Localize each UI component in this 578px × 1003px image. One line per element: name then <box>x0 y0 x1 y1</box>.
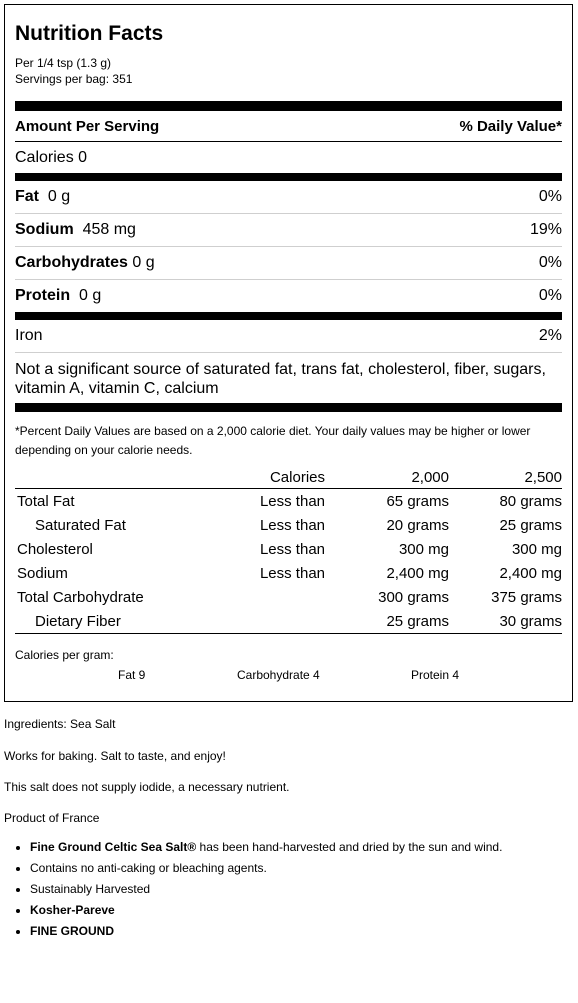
amount-per-serving: Amount Per Serving <box>15 117 160 135</box>
nutrient-dv: 0% <box>538 188 562 205</box>
daily-value-header: % Daily Value* <box>459 117 562 135</box>
product-name: Fine Ground Celtic Sea Salt® <box>30 840 197 854</box>
nutrient-dv: 0% <box>538 287 562 304</box>
iron-row <box>15 320 562 353</box>
nutrient-amount: 0 g <box>47 188 71 205</box>
thick-divider <box>15 312 562 320</box>
cpg-carbohydrate: Carbohydrate 4 <box>237 668 320 682</box>
cpg-fat: Fat 9 <box>118 668 146 682</box>
table-bottom-rule <box>15 633 562 634</box>
calories-per-gram-values <box>15 668 562 688</box>
table-row: Total Carbohydrate 300 grams 375 grams <box>17 588 562 606</box>
iron-dv: 2% <box>538 327 562 344</box>
iodide-text: This salt does not supply iodide, a necessary nutrient. <box>4 780 290 794</box>
iron-name: Iron <box>15 327 43 344</box>
not-significant-note: Not a significant source of saturated fat, trans fat, cholesterol, fiber, sugars, vitamin A, vitamin C, calcium <box>15 361 546 397</box>
baking-text: Works for baking. Salt to taste, and enjoy! <box>4 749 226 763</box>
table-row: Cholesterol Less than 300 mg 300 mg <box>17 540 562 558</box>
list-item: • FINE GROUND <box>30 924 502 945</box>
nutrient-dv: 0% <box>538 254 562 271</box>
label-title: Nutrition Facts <box>15 22 164 45</box>
list-item: • Fine Ground Celtic Sea Salt® has been hand-harvested and dried by the sun and wind. <box>30 840 502 861</box>
dv-head-blank <box>15 466 240 489</box>
servings-per-bag: Servings per bag: 351 <box>15 72 133 86</box>
table-row: Sodium Less than 2,400 mg 2,400 mg <box>17 564 562 582</box>
nutrient-row-protein <box>15 280 562 312</box>
origin-text: Product of France <box>4 811 100 825</box>
ingredients-text: Ingredients: Sea Salt <box>4 717 116 731</box>
nutrient-amount: 0 g <box>132 254 155 271</box>
list-item: • Sustainably Harvested <box>30 882 502 903</box>
dv-table-header <box>15 466 562 489</box>
nutrient-name: Sodium <box>15 221 74 238</box>
nutrient-amount: 458 mg <box>82 221 136 238</box>
cpg-protein: Protein 4 <box>411 668 460 682</box>
nutrient-dv: 19% <box>529 221 562 238</box>
calories-value: Calories 0 <box>15 148 88 166</box>
daily-value-footnote: *Percent Daily Values are based on a 2,000 calorie diet. Your daily values may be higher or lower depending on your calorie needs. <box>15 424 531 457</box>
nutrient-name: Carbohydrates <box>15 254 128 271</box>
thick-divider <box>15 101 562 111</box>
dv-head-2000: 2,000 <box>331 466 449 489</box>
table-row: Saturated Fat Less than 20 grams 25 grams <box>35 516 562 534</box>
amount-header-row <box>15 111 562 142</box>
table-row: Total Fat Less than 65 grams 80 grams <box>17 492 562 510</box>
dv-head-2500: 2,500 <box>449 466 562 489</box>
nutrient-row-fat <box>15 181 562 214</box>
nutrient-name: Fat <box>15 188 39 205</box>
calories-per-gram-label: Calories per gram: <box>15 648 114 662</box>
thick-divider <box>15 403 562 412</box>
table-row: Dietary Fiber 25 grams 30 grams <box>35 612 562 630</box>
thick-divider <box>15 173 562 181</box>
calories-row <box>15 142 562 173</box>
product-feature-list <box>12 840 502 945</box>
nutrient-amount: 0 g <box>79 287 102 304</box>
nutrient-row-carbohydrates <box>15 247 562 280</box>
daily-value-table <box>15 466 562 633</box>
nutrient-name: Protein <box>15 287 71 304</box>
list-item: • Kosher-Pareve <box>30 903 502 924</box>
dv-head-calories: Calories <box>240 466 331 489</box>
nutrient-row-sodium <box>15 214 562 247</box>
nutrition-label <box>4 4 573 702</box>
list-item: • Contains no anti-caking or bleaching agents. <box>30 861 502 882</box>
serving-size: Per 1/4 tsp (1.3 g) <box>15 56 112 70</box>
